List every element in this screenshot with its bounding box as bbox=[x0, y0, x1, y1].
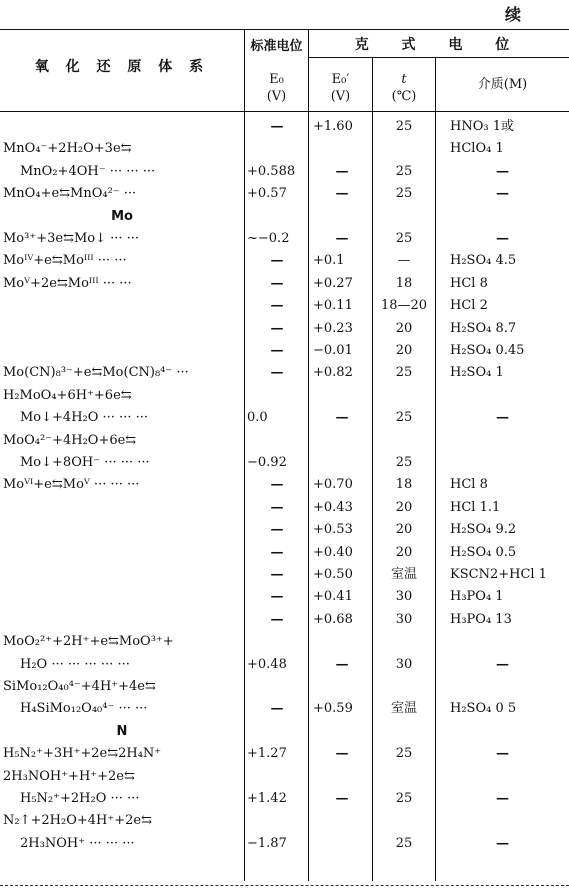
cell-medium: HClO₄ 1 bbox=[450, 141, 504, 157]
table-row bbox=[0, 183, 569, 205]
cell-system: N₂↑+2H₂O+4H⁺+2e⇆ bbox=[3, 813, 152, 829]
table-row bbox=[0, 609, 569, 631]
cell-temperature: 25 bbox=[395, 119, 413, 134]
cell-temperature: 25 bbox=[395, 231, 413, 246]
cell-medium: — bbox=[496, 231, 509, 246]
cell-medium: HNO₃ 1或 bbox=[450, 119, 514, 134]
cell-medium: H₂SO₄ 8.7 bbox=[450, 320, 517, 336]
cell-system: H₅N₂⁺+3H⁺+2e⇆2H₄N⁺ bbox=[3, 746, 162, 762]
cell-temperature: 20 bbox=[395, 522, 413, 538]
cell-standard-potential: ~−0.2 bbox=[247, 231, 290, 246]
cell-formal-potential: +0.43 bbox=[313, 499, 353, 515]
table-row bbox=[0, 452, 569, 474]
cell-temperature: — bbox=[397, 253, 411, 269]
header-temperature-unit: (℃) bbox=[391, 89, 417, 104]
cell-formal-potential: — bbox=[335, 791, 349, 806]
cell-standard-potential: — bbox=[270, 275, 284, 291]
cell-formal-potential: +0.27 bbox=[313, 275, 353, 291]
cell-temperature: 室温 bbox=[390, 567, 417, 582]
table-row bbox=[0, 721, 569, 743]
cell-temperature: 18—20 bbox=[380, 298, 428, 314]
table-row bbox=[0, 430, 569, 452]
cell-temperature: 30 bbox=[395, 656, 413, 672]
header-bottom-rule bbox=[0, 111, 569, 112]
cell-medium: H₂SO₄ 0.5 bbox=[450, 544, 517, 560]
cell-medium: H₂SO₄ 0.45 bbox=[450, 343, 525, 358]
cell-temperature: 25 bbox=[395, 410, 413, 426]
table-row bbox=[0, 833, 569, 855]
cell-medium: — bbox=[496, 410, 509, 426]
table-row bbox=[0, 698, 569, 720]
cell-system: 2H₃NOH⁺ ··· ··· ··· bbox=[20, 835, 135, 851]
cell-formal-potential: +0.53 bbox=[313, 522, 353, 538]
cell-medium: H₂SO₄ 4.5 bbox=[450, 253, 517, 269]
cell-system: Mo(CN)₈³⁻+e⇆Mo(CN)₈⁴⁻ ··· bbox=[3, 365, 189, 381]
table-row bbox=[0, 676, 569, 698]
table-row bbox=[0, 295, 569, 317]
cell-temperature: 25 bbox=[395, 835, 413, 851]
cell-medium: H₃PO₄ 13 bbox=[450, 611, 512, 627]
header-standard-potential: 标准电位 bbox=[250, 39, 303, 54]
cell-temperature: 25 bbox=[395, 791, 413, 806]
cell-system: 2H₃NOH⁺+H⁺+2e⇆ bbox=[3, 768, 135, 784]
table-row bbox=[0, 654, 569, 676]
cell-medium: HCl 8 bbox=[450, 275, 488, 291]
cell-standard-potential: +0.48 bbox=[247, 656, 287, 672]
cell-temperature: 25 bbox=[395, 365, 413, 381]
cell-formal-potential: +0.59 bbox=[313, 701, 353, 717]
cell-system: H₂O ··· ··· ··· ··· ··· bbox=[20, 656, 130, 672]
cell-standard-potential: +0.588 bbox=[247, 163, 296, 179]
header-temperature-symbol: t bbox=[401, 72, 407, 87]
cell-temperature: 18 bbox=[395, 275, 413, 291]
cell-medium: H₂SO₄ 1 bbox=[450, 365, 504, 381]
cell-system: N bbox=[116, 723, 128, 739]
cell-system: SiMo₁₂O₄₀⁴⁻+4H⁺+4e⇆ bbox=[3, 679, 156, 694]
cell-formal-potential: +0.11 bbox=[313, 298, 353, 314]
cell-system: MoO₂²⁺+2H⁺+e⇆MoO³⁺+ bbox=[3, 634, 174, 650]
cell-system: H₄SiMo₁₂O₄₀⁴⁻ ··· ··· bbox=[20, 701, 148, 717]
header-system: 氧 化 还 原 体 系 bbox=[34, 59, 210, 75]
table-row bbox=[0, 116, 569, 138]
cell-formal-potential: +0.40 bbox=[313, 544, 353, 560]
cell-standard-potential: — bbox=[270, 567, 284, 582]
cell-standard-potential: +1.27 bbox=[247, 746, 287, 762]
cell-standard-potential: — bbox=[270, 320, 284, 336]
cell-standard-potential: — bbox=[270, 253, 284, 269]
cell-medium: HCl 2 bbox=[450, 298, 488, 314]
cell-medium: H₂SO₄ 0 5 bbox=[450, 701, 517, 717]
cell-medium: — bbox=[496, 163, 509, 179]
cell-formal-potential: — bbox=[335, 656, 349, 672]
table-row bbox=[0, 810, 569, 832]
cell-system: MnO₄⁻+2H₂O+3e⇆ bbox=[3, 141, 132, 157]
cell-formal-potential: — bbox=[335, 163, 349, 179]
cell-system: H₂MoO₄+6H⁺+6e⇆ bbox=[3, 387, 132, 403]
cell-system: Mo↓+4H₂O ··· ··· ··· bbox=[20, 410, 148, 426]
cell-standard-potential: — bbox=[270, 522, 284, 538]
cell-medium: — bbox=[496, 791, 509, 806]
table-top-rule bbox=[0, 29, 569, 30]
cell-temperature: 室温 bbox=[390, 701, 417, 717]
table-row bbox=[0, 206, 569, 228]
cell-formal-potential: +0.1 bbox=[313, 253, 345, 269]
cell-temperature: 20 bbox=[395, 544, 413, 560]
cell-formal-potential: +0.70 bbox=[313, 477, 353, 493]
table-row bbox=[0, 340, 569, 362]
cell-temperature: 25 bbox=[395, 163, 413, 179]
cell-formal-potential: — bbox=[335, 410, 349, 426]
cell-standard-potential: −1.87 bbox=[247, 835, 287, 851]
table-row bbox=[0, 766, 569, 788]
cell-medium: KSCN2+HCl 1 bbox=[450, 567, 547, 582]
table-row bbox=[0, 542, 569, 564]
table-row bbox=[0, 788, 569, 810]
cell-system: Moᴵⱽ+e⇆Moᴵᴵᴵ ··· ··· bbox=[3, 253, 127, 269]
formal-header-rule bbox=[309, 57, 569, 58]
cell-medium: — bbox=[496, 186, 509, 202]
cell-standard-potential: — bbox=[270, 477, 284, 493]
header-e0-formal-symbol: E₀′ bbox=[331, 72, 350, 87]
cell-system: Moⱽᴵ+e⇆Moⱽ ··· ··· ··· bbox=[3, 477, 140, 493]
cell-medium: HCl 1.1 bbox=[450, 499, 501, 515]
table-row bbox=[0, 407, 569, 429]
header-temperature bbox=[373, 71, 435, 105]
cell-system: Moⱽ+2e⇆Moᴵᴵᴵ ··· ··· bbox=[3, 275, 132, 291]
table-row bbox=[0, 138, 569, 160]
table-row bbox=[0, 318, 569, 340]
table-row bbox=[0, 586, 569, 608]
cell-standard-potential: — bbox=[270, 365, 284, 381]
cell-temperature: 20 bbox=[395, 343, 413, 358]
cell-standard-potential: +0.57 bbox=[247, 186, 287, 202]
cell-system: MnO₄+e⇆MnO₄²⁻ ··· bbox=[3, 186, 137, 202]
cell-standard-potential: — bbox=[270, 499, 284, 515]
cell-standard-potential: — bbox=[270, 544, 284, 560]
table-row bbox=[0, 743, 569, 765]
cell-system: Mo↓+8OH⁻ ··· ··· ··· bbox=[20, 455, 150, 470]
table-row bbox=[0, 161, 569, 183]
cell-temperature: 30 bbox=[395, 589, 413, 605]
table-row bbox=[0, 273, 569, 295]
cell-temperature: 18 bbox=[395, 477, 413, 493]
cell-system: Mo³⁺+3e⇆Mo↓ ··· ··· bbox=[3, 231, 140, 246]
cell-medium: — bbox=[496, 746, 509, 762]
table-row bbox=[0, 228, 569, 250]
table-row bbox=[0, 497, 569, 519]
cell-formal-potential: — bbox=[335, 746, 349, 762]
cell-standard-potential: −0.92 bbox=[247, 455, 287, 470]
cell-temperature: 25 bbox=[395, 455, 413, 470]
cell-standard-potential: — bbox=[270, 701, 284, 717]
cell-system: H₅N₂⁺+2H₂O ··· ··· bbox=[20, 791, 140, 806]
table-row bbox=[0, 631, 569, 653]
cell-standard-potential: — bbox=[270, 343, 284, 358]
cell-formal-potential: — bbox=[335, 231, 349, 246]
header-medium: 介质(M) bbox=[477, 77, 528, 92]
cell-temperature: 25 bbox=[395, 186, 413, 202]
cell-system: Mo bbox=[111, 208, 133, 224]
continued-mark: 续 bbox=[505, 5, 523, 24]
cell-standard-potential: — bbox=[270, 611, 284, 627]
cell-temperature: 20 bbox=[395, 499, 413, 515]
table-row bbox=[0, 474, 569, 496]
cell-temperature: 30 bbox=[395, 611, 413, 627]
cell-system: MnO₂+4OH⁻ ··· ··· ··· bbox=[20, 163, 156, 179]
cell-formal-potential: +0.82 bbox=[313, 365, 353, 381]
table-row bbox=[0, 250, 569, 272]
cell-temperature: 25 bbox=[395, 746, 413, 762]
cell-temperature: 20 bbox=[395, 320, 413, 336]
cell-medium: H₃PO₄ 1 bbox=[450, 589, 504, 605]
table-row bbox=[0, 519, 569, 541]
header-e0 bbox=[245, 71, 308, 105]
cell-formal-potential: — bbox=[335, 186, 349, 202]
cell-standard-potential: — bbox=[270, 119, 284, 134]
cell-formal-potential: +0.68 bbox=[313, 611, 353, 627]
table-row bbox=[0, 564, 569, 586]
table-row bbox=[0, 385, 569, 407]
cell-formal-potential: +0.50 bbox=[313, 567, 353, 582]
header-e0-unit: (V) bbox=[266, 89, 287, 104]
cell-formal-potential: +0.41 bbox=[313, 589, 353, 605]
cell-standard-potential: 0.0 bbox=[247, 410, 268, 426]
cell-medium: HCl 8 bbox=[450, 477, 488, 493]
cell-formal-potential: +0.23 bbox=[313, 320, 353, 336]
cell-standard-potential: +1.42 bbox=[247, 791, 287, 806]
cell-standard-potential: — bbox=[270, 298, 284, 314]
cell-standard-potential: — bbox=[270, 589, 284, 605]
cell-system: MoO₄²⁻+4H₂O+6e⇆ bbox=[3, 432, 137, 448]
header-e0-formal-unit: (V) bbox=[330, 89, 351, 104]
header-e0-formal bbox=[309, 71, 372, 105]
page-bottom-rule bbox=[0, 885, 569, 886]
cell-medium: H₂SO₄ 9.2 bbox=[450, 522, 517, 538]
cell-formal-potential: +1.60 bbox=[313, 119, 353, 134]
cell-medium: — bbox=[496, 656, 509, 672]
header-formal-potential: 克 式 电 位 bbox=[354, 37, 524, 53]
cell-medium: — bbox=[496, 835, 509, 851]
table-row bbox=[0, 362, 569, 384]
cell-formal-potential: −0.01 bbox=[313, 343, 353, 358]
header-e0-symbol: E₀ bbox=[269, 72, 284, 87]
